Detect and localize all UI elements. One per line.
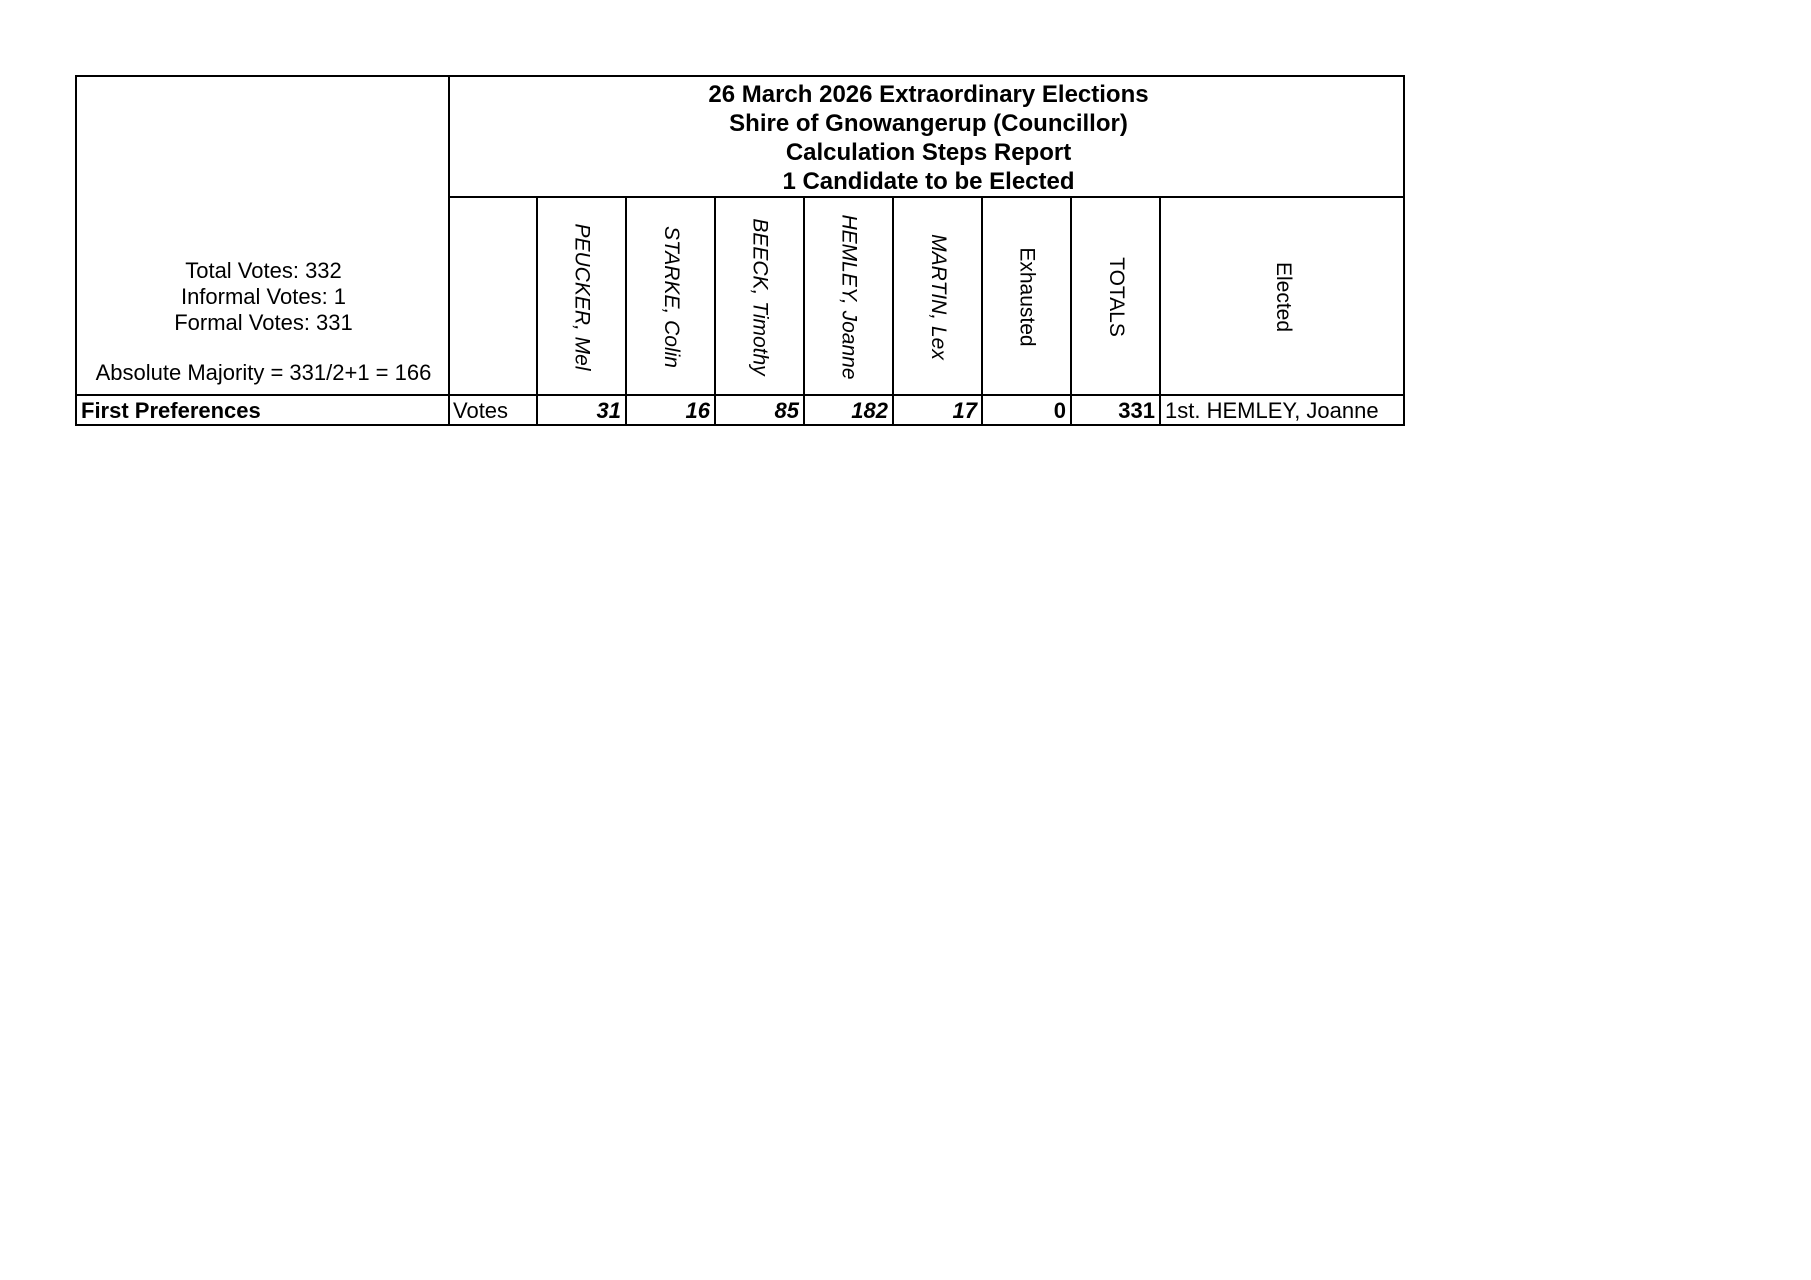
title-line: 26 March 2026 Extraordinary Elections bbox=[708, 80, 1149, 108]
candidate-name: BEECK, Timothy bbox=[748, 218, 772, 376]
candidate-header bbox=[716, 200, 803, 394]
vote-summary bbox=[77, 77, 450, 394]
title-line: Calculation Steps Report bbox=[785, 138, 1072, 166]
candidate-header bbox=[805, 200, 892, 394]
vote-count: 182 bbox=[851, 398, 888, 423]
title-line: Shire of Gnowangerup (Councillor) bbox=[729, 109, 1128, 137]
candidate-name: HEMLEY, Joanne bbox=[837, 214, 861, 380]
formal-votes: Formal Votes: 331 bbox=[174, 310, 353, 335]
candidate-name: PEUCKER, Mel bbox=[570, 223, 594, 371]
candidate-name: MARTIN, Lex bbox=[926, 234, 950, 360]
absolute-majority: Absolute Majority = 331/2+1 = 166 bbox=[95, 360, 432, 385]
calculation-steps-table bbox=[75, 75, 1405, 426]
exhausted-count: 0 bbox=[1053, 398, 1066, 423]
elected-header bbox=[1161, 200, 1405, 394]
elected-label: Elected bbox=[1271, 261, 1295, 333]
candidate-header bbox=[538, 200, 625, 394]
total-votes: Total Votes: 332 bbox=[185, 258, 342, 283]
exhausted-label: Exhausted bbox=[1015, 247, 1039, 347]
informal-votes: Informal Votes: 1 bbox=[180, 284, 347, 309]
vote-count: 16 bbox=[685, 398, 710, 423]
report-title bbox=[452, 77, 1405, 198]
totals-label: TOTALS bbox=[1104, 257, 1128, 337]
candidate-header bbox=[627, 200, 714, 394]
candidate-header bbox=[894, 200, 981, 394]
vote-count: 31 bbox=[596, 398, 621, 423]
totals-header bbox=[1072, 200, 1159, 394]
candidate-name: STARKE, Colin bbox=[659, 226, 683, 368]
step-label: First Preferences bbox=[81, 398, 261, 423]
elected-value: 1st. HEMLEY, Joanne bbox=[1165, 398, 1379, 423]
vote-count: 85 bbox=[774, 398, 799, 423]
vote-count: 17 bbox=[952, 398, 977, 423]
exhausted-header bbox=[983, 200, 1070, 394]
row-type: Votes bbox=[453, 398, 509, 423]
total-count: 331 bbox=[1118, 398, 1155, 423]
title-line: 1 Candidate to be Elected bbox=[782, 167, 1075, 195]
